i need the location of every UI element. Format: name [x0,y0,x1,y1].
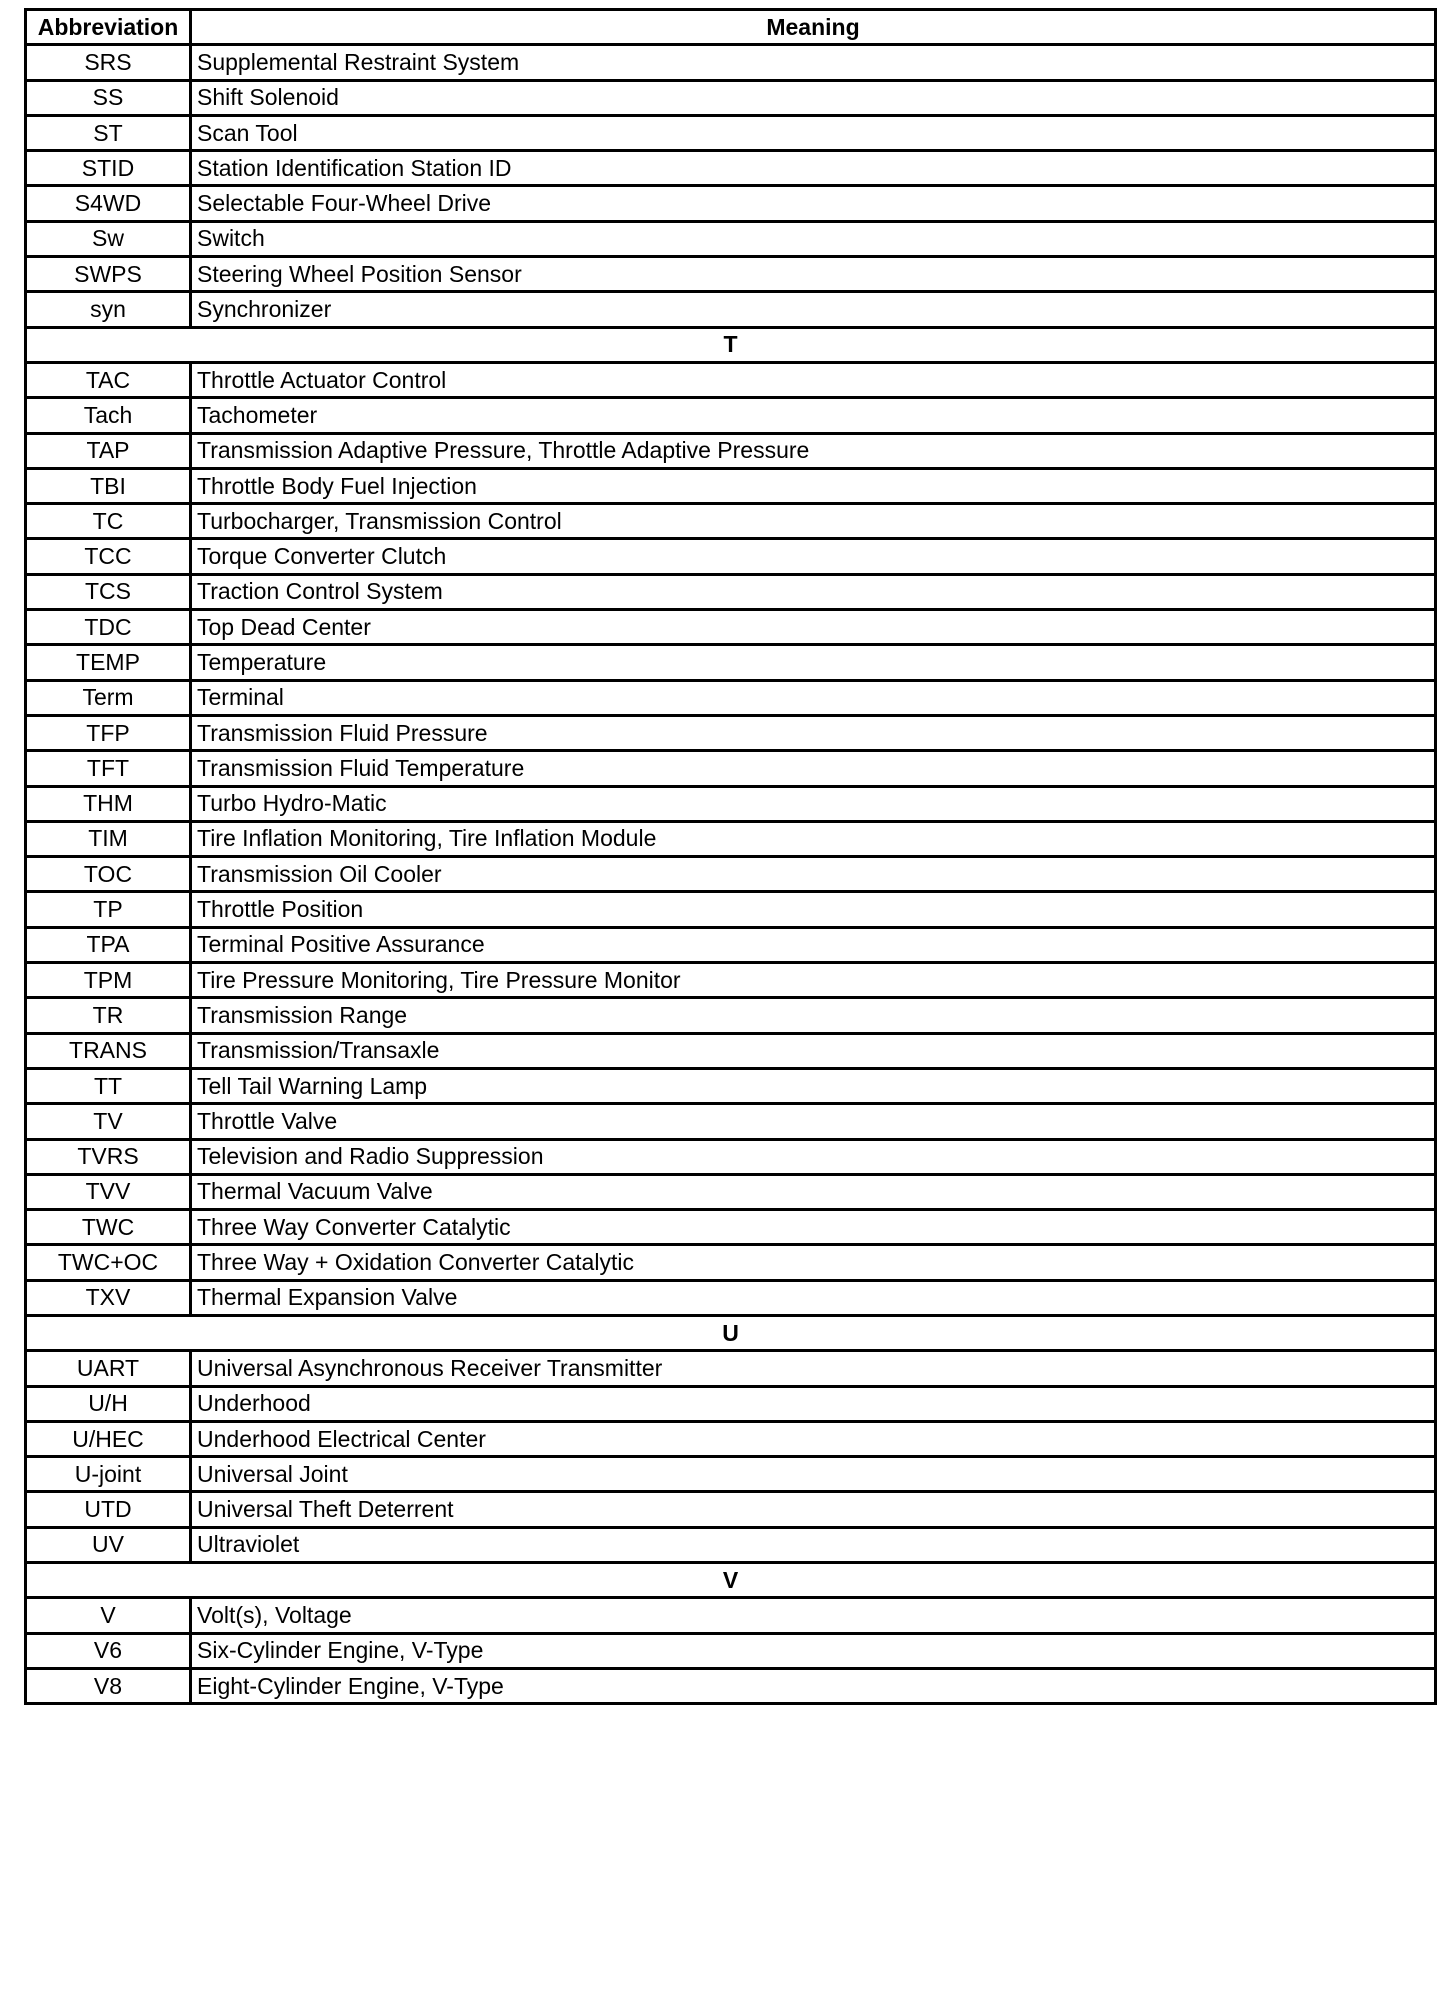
table-row [26,292,1436,327]
table-row [26,221,1436,256]
table-row [26,151,1436,186]
header-meaning: Meaning [191,10,1436,45]
meaning-cell: Television and Radio Suppression [191,1139,1436,1174]
table-row [26,1633,1436,1668]
table-row [26,1457,1436,1492]
table-row [26,645,1436,680]
meaning-cell: Torque Converter Clutch [191,539,1436,574]
meaning-cell: Terminal Positive Assurance [191,927,1436,962]
table-row [26,1174,1436,1209]
table-row [26,45,1436,80]
meaning-cell: Tachometer [191,398,1436,433]
table-row [26,1386,1436,1421]
table-row [26,257,1436,292]
meaning-cell: Universal Asynchronous Receiver Transmitter [191,1351,1436,1386]
abbreviation-cell: TXV [26,1280,191,1315]
meaning-cell: Transmission/Transaxle [191,1033,1436,1068]
abbreviation-cell: TAC [26,362,191,397]
abbreviation-cell: TPM [26,963,191,998]
abbreviation-cell: Term [26,680,191,715]
abbreviation-cell: STID [26,151,191,186]
meaning-cell: Temperature [191,645,1436,680]
meaning-cell: Ultraviolet [191,1527,1436,1562]
table-row [26,80,1436,115]
meaning-cell: Shift Solenoid [191,80,1436,115]
abbreviation-cell: V8 [26,1668,191,1703]
table-row [26,539,1436,574]
meaning-cell: Selectable Four-Wheel Drive [191,186,1436,221]
table-header-row [26,10,1436,45]
meaning-cell: Six-Cylinder Engine, V-Type [191,1633,1436,1668]
meaning-cell: Throttle Valve [191,1104,1436,1139]
table-row [26,1492,1436,1527]
abbreviation-cell: TOC [26,857,191,892]
abbreviation-cell: UART [26,1351,191,1386]
table-row [26,433,1436,468]
meaning-cell: Throttle Position [191,892,1436,927]
table-row [26,115,1436,150]
meaning-cell: Universal Theft Deterrent [191,1492,1436,1527]
abbreviation-cell: SWPS [26,257,191,292]
abbreviation-table-page [24,8,1434,1705]
table-row [26,963,1436,998]
table-row [26,751,1436,786]
table-row [26,715,1436,750]
table-row [26,1139,1436,1174]
table-row [26,610,1436,645]
meaning-cell: Throttle Body Fuel Injection [191,468,1436,503]
meaning-cell: Turbocharger, Transmission Control [191,504,1436,539]
meaning-cell: Universal Joint [191,1457,1436,1492]
abbreviation-cell: TDC [26,610,191,645]
section-letter: U [26,1315,1436,1350]
table-row [26,1280,1436,1315]
table-row [26,1598,1436,1633]
abbreviation-cell: Sw [26,221,191,256]
abbreviation-cell: TEMP [26,645,191,680]
header-abbreviation: Abbreviation [26,10,191,45]
abbreviation-cell: TV [26,1104,191,1139]
table-row [26,362,1436,397]
table-row [26,398,1436,433]
abbreviation-cell: TBI [26,468,191,503]
meaning-cell: Three Way + Oxidation Converter Catalytic [191,1245,1436,1280]
section-row [26,327,1436,362]
table-row [26,1421,1436,1456]
abbreviation-cell: THM [26,786,191,821]
table-row [26,786,1436,821]
section-row [26,1315,1436,1350]
abbreviation-cell: U/HEC [26,1421,191,1456]
meaning-cell: Terminal [191,680,1436,715]
table-row [26,1351,1436,1386]
abbreviation-cell: TIM [26,821,191,856]
abbreviation-cell: TP [26,892,191,927]
abbreviation-cell: TAP [26,433,191,468]
abbreviation-cell: TWC+OC [26,1245,191,1280]
table-row [26,504,1436,539]
meaning-cell: Underhood [191,1386,1436,1421]
table-row [26,574,1436,609]
meaning-cell: Three Way Converter Catalytic [191,1210,1436,1245]
table-row [26,892,1436,927]
table-row [26,998,1436,1033]
meaning-cell: Tire Inflation Monitoring, Tire Inflation Module [191,821,1436,856]
abbreviation-cell: TWC [26,1210,191,1245]
meaning-cell: Supplemental Restraint System [191,45,1436,80]
abbreviation-cell: TFP [26,715,191,750]
table-row [26,857,1436,892]
meaning-cell: Scan Tool [191,115,1436,150]
abbreviation-cell: SS [26,80,191,115]
table-row [26,1527,1436,1562]
meaning-cell: Throttle Actuator Control [191,362,1436,397]
meaning-cell: Top Dead Center [191,610,1436,645]
abbreviation-cell: TVV [26,1174,191,1209]
table-body [26,45,1436,1704]
abbreviation-cell: syn [26,292,191,327]
abbreviation-cell: TCS [26,574,191,609]
abbreviation-cell: S4WD [26,186,191,221]
meaning-cell: Underhood Electrical Center [191,1421,1436,1456]
abbreviation-table [24,8,1437,1705]
table-row [26,1245,1436,1280]
meaning-cell: Synchronizer [191,292,1436,327]
abbreviation-cell: U/H [26,1386,191,1421]
abbreviation-cell: U-joint [26,1457,191,1492]
abbreviation-cell: TPA [26,927,191,962]
abbreviation-cell: ST [26,115,191,150]
meaning-cell: Transmission Fluid Pressure [191,715,1436,750]
meaning-cell: Thermal Expansion Valve [191,1280,1436,1315]
table-row [26,927,1436,962]
table-row [26,1033,1436,1068]
table-row [26,1068,1436,1103]
table-row [26,1668,1436,1703]
meaning-cell: Tell Tail Warning Lamp [191,1068,1436,1103]
abbreviation-cell: Tach [26,398,191,433]
meaning-cell: Transmission Range [191,998,1436,1033]
meaning-cell: Station Identification Station ID [191,151,1436,186]
abbreviation-cell: UTD [26,1492,191,1527]
meaning-cell: Turbo Hydro-Matic [191,786,1436,821]
table-row [26,186,1436,221]
abbreviation-cell: TR [26,998,191,1033]
meaning-cell: Eight-Cylinder Engine, V-Type [191,1668,1436,1703]
abbreviation-cell: TCC [26,539,191,574]
meaning-cell: Thermal Vacuum Valve [191,1174,1436,1209]
meaning-cell: Transmission Fluid Temperature [191,751,1436,786]
section-letter: V [26,1563,1436,1598]
table-row [26,1104,1436,1139]
meaning-cell: Volt(s), Voltage [191,1598,1436,1633]
abbreviation-cell: V [26,1598,191,1633]
table-row [26,680,1436,715]
section-letter: T [26,327,1436,362]
meaning-cell: Tire Pressure Monitoring, Tire Pressure Monitor [191,963,1436,998]
abbreviation-cell: V6 [26,1633,191,1668]
table-row [26,1210,1436,1245]
meaning-cell: Transmission Oil Cooler [191,857,1436,892]
meaning-cell: Transmission Adaptive Pressure, Throttle Adaptive Pressure [191,433,1436,468]
abbreviation-cell: SRS [26,45,191,80]
table-row [26,821,1436,856]
meaning-cell: Steering Wheel Position Sensor [191,257,1436,292]
meaning-cell: Traction Control System [191,574,1436,609]
table-row [26,468,1436,503]
meaning-cell: Switch [191,221,1436,256]
abbreviation-cell: TC [26,504,191,539]
abbreviation-cell: TRANS [26,1033,191,1068]
section-row [26,1563,1436,1598]
abbreviation-cell: TT [26,1068,191,1103]
abbreviation-cell: UV [26,1527,191,1562]
abbreviation-cell: TFT [26,751,191,786]
abbreviation-cell: TVRS [26,1139,191,1174]
